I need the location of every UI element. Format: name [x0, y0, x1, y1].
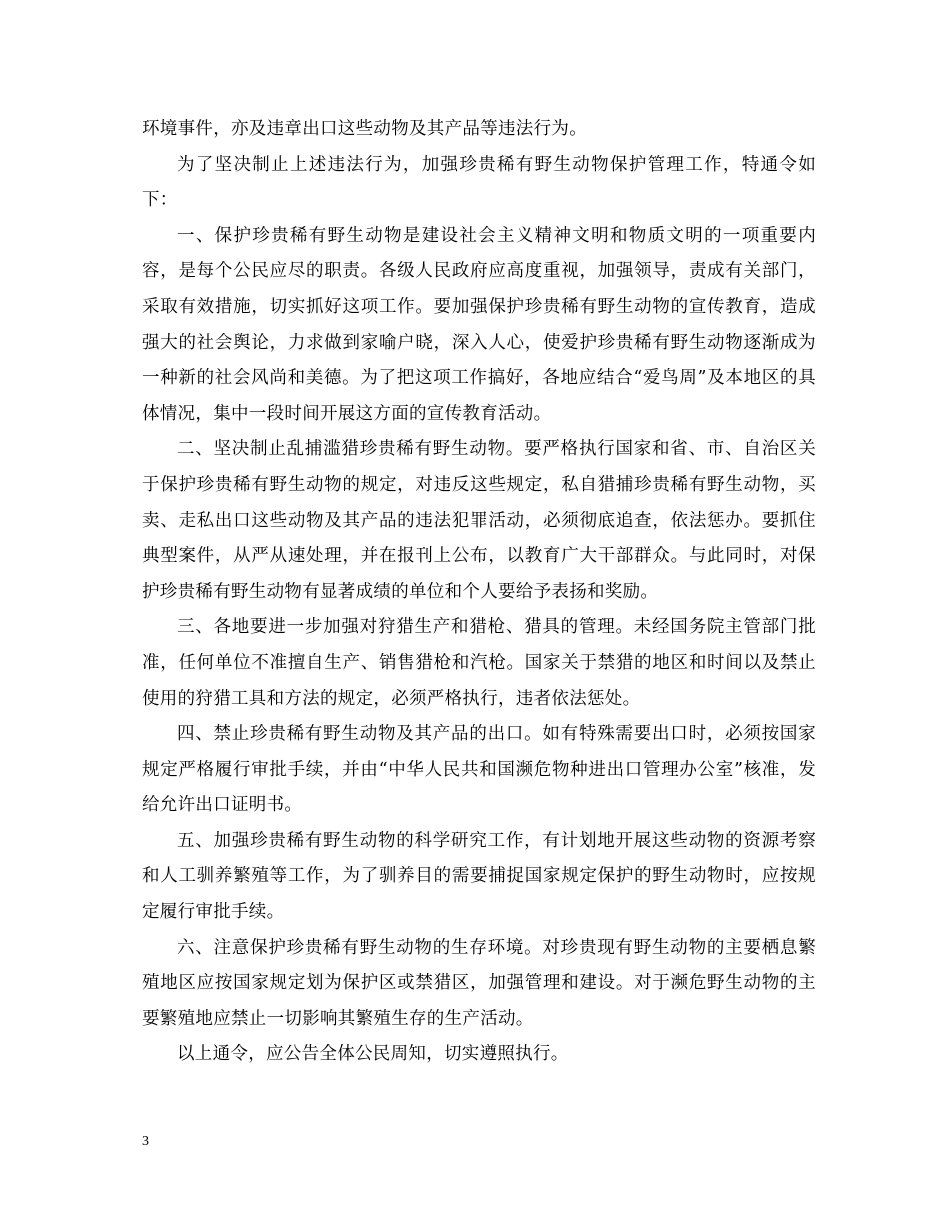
- page-number: 3: [142, 1134, 149, 1149]
- paragraph-item-6: 六、注意保护珍贵稀有野生动物的生存环境。对珍贵现有野生动物的主要栖息繁殖地区应按国家规定划为保护区或禁猎区，加强管理和建设。对于濒危野生动物的主要繁殖地应禁止一切影响其繁殖生存的生产活动。: [142, 937, 816, 1029]
- paragraph-item-1: 一、保护珍贵稀有野生动物是建设社会主义精神文明和物质文明的一项重要内容，是每个公民应尽的职责。各级人民政府应高度重视，加强领导，责成有关部门，采取有效措施，切实抓好这项工作。要加强保护珍贵稀有野生动物的宣传教育，造成强大的社会舆论，力求做到家喻户晓，深入人心，使爱护珍贵稀有野生动物逐渐成为一种新的社会风尚和美德。为了把这项工作搞好，各地应结合“爱鸟周”及本地区的具体情况，集中一段时间开展这方面的宣传教育活动。: [142, 225, 816, 424]
- paragraph-closing: 以上通令，应公告全体公民周知，切实遵照执行。: [177, 1044, 569, 1065]
- paragraph-item-4: 四、禁止珍贵稀有野生动物及其产品的出口。如有特殊需要出口时，必须按国家规定严格履行审批手续，并由“中华人民共和国濒危物种进出口管理办公室”核准，发给允许出口证明书。: [142, 724, 816, 816]
- paragraph-intro: 为了坚决制止上述违法行为，加强珍贵稀有野生动物保护管理工作，特通令如下：: [142, 154, 816, 211]
- paragraph-item-5: 五、加强珍贵稀有野生动物的科学研究工作，有计划地开展这些动物的资源考察和人工驯养繁殖等工作，为了驯养目的需要捕捉国家规定保护的野生动物时，应按规定履行审批手续。: [142, 830, 816, 923]
- document-body: [142, 112, 816, 1073]
- paragraph-item-3: 三、各地要进一步加强对狩猎生产和猎枪、猎具的管理。未经国务院主管部门批准，任何单位不准擅自生产、销售猎枪和汽枪。国家关于禁猎的地区和时间以及禁止使用的狩猎工具和方法的规定，必须严格执行，违者依法惩处。: [142, 617, 816, 709]
- paragraph-continuation: 环境事件，亦及违章出口这些动物及其产品等违法行为。: [142, 119, 587, 139]
- paragraph-item-2: 二、坚决制止乱捕滥猎珍贵稀有野生动物。要严格执行国家和省、市、自治区关于保护珍贵稀有野生动物的规定，对违反这些规定，私自猎捕珍贵稀有野生动物，买卖、走私出口这些动物及其产品的违法犯罪活动，必须彻底追查，依法惩办。要抓住典型案件，从严从速处理，并在报刊上公布，以教育广大干部群众。与此同时，对保护珍贵稀有野生动物有显著成绩的单位和个人要给予表扬和奖励。: [142, 439, 816, 602]
